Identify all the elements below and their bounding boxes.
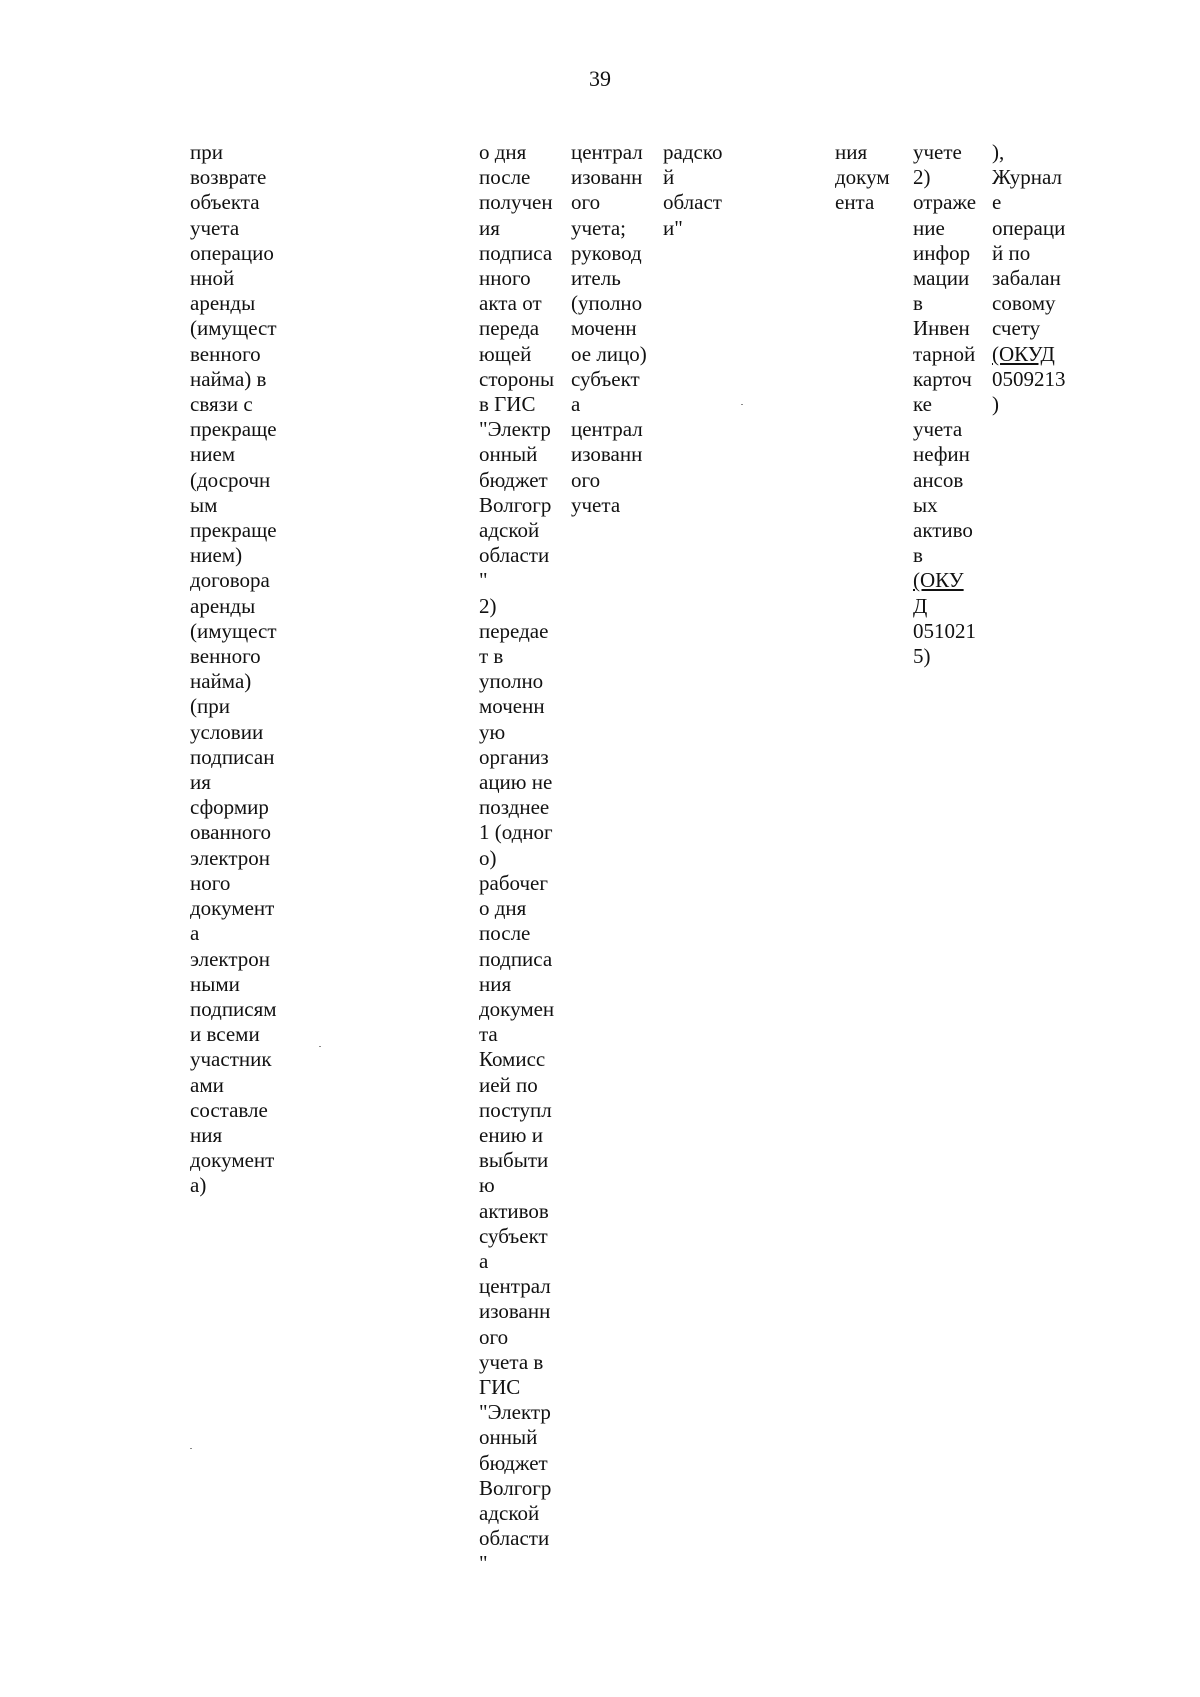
text-line: отраже xyxy=(913,190,977,215)
text-line: электрон xyxy=(190,845,271,870)
text-line: субъект xyxy=(479,1223,548,1248)
text-line: ), xyxy=(992,140,1005,164)
text-line: связи с xyxy=(190,392,253,417)
text-line: та xyxy=(479,1022,498,1047)
text-line: инфор xyxy=(913,240,971,265)
text-line: докум xyxy=(835,165,890,190)
text-line: при xyxy=(190,140,223,164)
text-line: карточ xyxy=(913,366,972,391)
text-line: электрон xyxy=(190,946,271,971)
text-line: (имущест xyxy=(190,316,277,341)
text-line: области xyxy=(479,543,550,568)
text-line: централ xyxy=(571,417,643,442)
text-line: онный xyxy=(479,442,538,467)
text-line: участник xyxy=(190,1047,272,1072)
text-line: а xyxy=(190,921,200,946)
text-line: подписа xyxy=(479,946,553,971)
text-line: выбыти xyxy=(479,1148,549,1173)
column-2-text xyxy=(479,140,554,1577)
text-line: подписям xyxy=(190,996,277,1021)
text-line: о) xyxy=(479,845,497,870)
text-line: ованного xyxy=(190,820,272,845)
text-line: 051021 xyxy=(913,618,976,643)
text-line: учета xyxy=(571,492,621,517)
text-line: венного xyxy=(190,644,261,669)
text-line: ного xyxy=(190,870,231,895)
text-line: ого xyxy=(571,467,601,492)
text-line: (ОКУ xyxy=(913,568,964,593)
text-line: нного xyxy=(479,266,531,291)
text-line: учета; xyxy=(571,215,626,240)
text-line: радско xyxy=(663,140,723,164)
text-line: операци xyxy=(992,215,1066,240)
text-line: рабочег xyxy=(479,870,548,895)
text-line: подписа xyxy=(479,240,553,265)
text-line: (при xyxy=(190,694,230,719)
text-line: 1 (одног xyxy=(479,820,553,845)
text-line: учете xyxy=(913,140,962,164)
text-line: онный xyxy=(479,1425,538,1450)
text-line: ую xyxy=(479,719,506,744)
column-7-text xyxy=(992,140,1066,417)
text-line: моченн xyxy=(571,316,637,341)
text-line: субъект xyxy=(571,366,640,391)
text-line: изованн xyxy=(571,165,643,190)
text-line: передае xyxy=(479,618,549,643)
text-line: о дня xyxy=(479,896,527,921)
text-line: (ОКУД xyxy=(992,341,1055,366)
text-line: ых xyxy=(913,492,938,517)
text-line: о дня xyxy=(479,140,527,164)
text-line: мации xyxy=(913,266,970,291)
text-line: 5) xyxy=(913,644,931,669)
text-line: т в xyxy=(479,644,504,669)
text-line: нефин xyxy=(913,442,970,467)
text-line: и всеми xyxy=(190,1022,260,1047)
text-line: моченн xyxy=(479,694,545,719)
scan-speck xyxy=(741,404,743,405)
text-line: Д xyxy=(913,593,928,618)
text-line: докумен xyxy=(479,996,555,1021)
text-line: прекраще xyxy=(190,417,277,442)
text-line: област xyxy=(663,190,722,215)
text-line: аренды xyxy=(190,291,256,316)
text-line: бюджет xyxy=(479,467,548,492)
text-line: 0509213 xyxy=(992,366,1066,391)
text-line: ансов xyxy=(913,467,964,492)
text-line: (уполно xyxy=(571,291,643,316)
text-line: забалан xyxy=(992,266,1061,291)
text-line: тарной xyxy=(913,341,976,366)
text-line: возврате xyxy=(190,165,267,190)
text-line: ого xyxy=(571,190,601,215)
text-line: "Электр xyxy=(479,1400,551,1425)
text-line: Инвен xyxy=(913,316,970,341)
text-line: совому xyxy=(992,291,1056,316)
page-number: 39 xyxy=(589,66,611,91)
text-line: ия xyxy=(190,770,211,795)
text-line: переда xyxy=(479,316,540,341)
text-line: аренды xyxy=(190,593,256,618)
text-line: ента xyxy=(835,190,875,215)
text-line: документ xyxy=(190,896,275,921)
text-line: руковод xyxy=(571,240,642,265)
text-line: позднее xyxy=(479,795,550,820)
text-line: ющей xyxy=(479,341,532,366)
column-5-text xyxy=(835,140,890,216)
text-line: ния xyxy=(190,1122,223,1147)
text-line: операцио xyxy=(190,240,274,265)
text-line: 2) xyxy=(913,165,931,190)
text-line: изованн xyxy=(571,442,643,467)
text-line: ению и xyxy=(479,1122,543,1147)
text-line: акта от xyxy=(479,291,542,316)
text-line: ым xyxy=(190,492,218,517)
text-line: составле xyxy=(190,1097,268,1122)
text-line: адской xyxy=(479,518,540,543)
text-line: области xyxy=(479,1526,550,1551)
text-line: ния xyxy=(835,140,868,164)
text-line: й xyxy=(663,165,675,190)
text-line: получен xyxy=(479,190,553,215)
text-line: Волгогр xyxy=(479,1475,552,1500)
text-line: Волгогр xyxy=(479,492,552,517)
text-line: после xyxy=(479,921,531,946)
text-line: централ xyxy=(571,140,643,164)
text-line: прекраще xyxy=(190,518,277,543)
text-line: сформир xyxy=(190,795,269,820)
text-line: ке xyxy=(913,392,933,417)
text-line: ией по xyxy=(479,1072,538,1097)
text-line: условии xyxy=(190,719,264,744)
text-line: счету xyxy=(992,316,1041,341)
text-line: в xyxy=(913,543,923,568)
scan-speck xyxy=(190,1448,192,1449)
text-line: " xyxy=(479,1551,488,1576)
text-line: ГИС xyxy=(479,1374,521,1399)
text-line: адской xyxy=(479,1500,540,1525)
text-line: ого xyxy=(479,1324,509,1349)
column-1-text xyxy=(190,140,277,1199)
text-line: ) xyxy=(992,392,999,417)
column-4-text xyxy=(663,140,722,241)
text-line: стороны xyxy=(479,366,555,391)
text-line: ния xyxy=(479,971,512,996)
text-line: уполно xyxy=(479,669,544,694)
text-line: ю xyxy=(479,1173,495,1198)
text-line: в ГИС xyxy=(479,392,536,417)
scan-speck xyxy=(319,1046,321,1047)
text-line: 2) xyxy=(479,593,497,618)
text-line: е xyxy=(992,190,1002,215)
text-line: централ xyxy=(479,1274,551,1299)
text-line: активо xyxy=(913,518,973,543)
text-line: нной xyxy=(190,266,235,291)
text-line: учета xyxy=(913,417,963,442)
text-line: подписан xyxy=(190,744,275,769)
text-line: ия xyxy=(479,215,500,240)
text-line: а xyxy=(571,392,581,417)
text-line: поступл xyxy=(479,1097,552,1122)
text-line: объекта xyxy=(190,190,260,215)
text-line: й по xyxy=(992,240,1031,265)
text-line: организ xyxy=(479,744,549,769)
text-line: ое лицо) xyxy=(571,341,647,366)
text-line: найма) xyxy=(190,669,252,694)
text-line: а xyxy=(479,1248,489,1273)
text-line: ными xyxy=(190,971,240,996)
text-line: "Электр xyxy=(479,417,551,442)
column-6-text xyxy=(913,140,976,669)
text-line: ами xyxy=(190,1072,224,1097)
text-line: " xyxy=(479,568,488,593)
text-line: ние xyxy=(913,215,945,240)
text-line: нием xyxy=(190,442,236,467)
text-line: договора xyxy=(190,568,270,593)
text-line: документ xyxy=(190,1148,275,1173)
text-line: нием) xyxy=(190,543,243,568)
text-line: найма) в xyxy=(190,366,267,391)
text-line: Комисс xyxy=(479,1047,546,1072)
column-3-text xyxy=(571,140,647,518)
text-line: венного xyxy=(190,341,261,366)
text-line: после xyxy=(479,165,531,190)
text-line: ацию не xyxy=(479,770,553,795)
text-line: итель xyxy=(571,266,621,291)
text-line: а) xyxy=(190,1173,207,1198)
text-line: и" xyxy=(663,215,683,240)
text-line: активов xyxy=(479,1198,549,1223)
text-line: изованн xyxy=(479,1299,551,1324)
text-line: в xyxy=(913,291,923,316)
text-line: (имущест xyxy=(190,618,277,643)
text-line: бюджет xyxy=(479,1450,548,1475)
text-line: учета xyxy=(190,215,240,240)
text-line: (досрочн xyxy=(190,467,271,492)
text-line: Журнал xyxy=(992,165,1063,190)
text-line: учета в xyxy=(479,1349,544,1374)
